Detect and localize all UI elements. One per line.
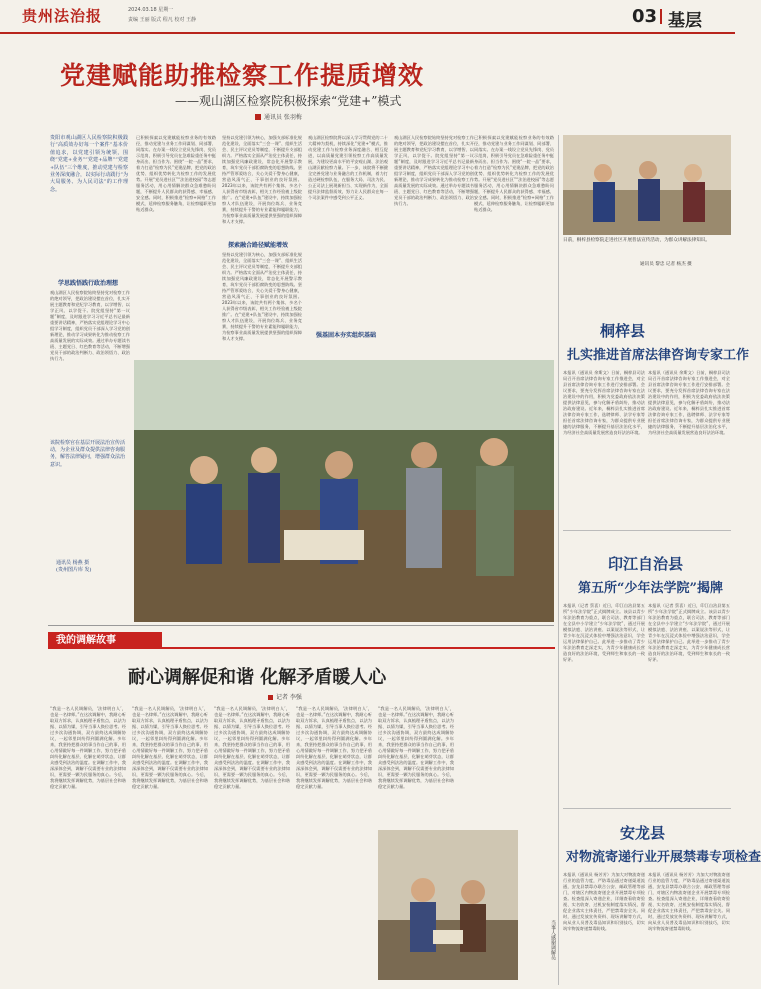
right-divider-1 (563, 530, 731, 531)
article-column-4: 观山湖区检察院将以深入学习贯彻党的二十大精神为契机，持续深化“党建+”模式，推动党建工作与检察业务深度融合、相互促进，以高质量党建引领检察工作高质量发展，为建设更高水平的平安观山湖、法治观山湖贡献检察力量。下一步，该院将不断健全完善党建与业务融合的工作机制，着力打造过硬检察队伍，在服务大局、司法为民、公正司法上展现新担当、实现新作为，全面提升法律监督质效，努力让人民群众在每一个司法案件中感受到公平正义。 (308, 135, 388, 200)
story-headline: 耐心调解促和谐 化解矛盾暖人心 (128, 667, 387, 688)
page-number: 03 (632, 6, 658, 27)
byline-marker-icon (255, 114, 261, 120)
story-byline-marker-icon (268, 695, 273, 700)
right-body-3b: 本报讯（通讯员 杨芳芳）为加大对物流寄递行业的监管力度，严防毒品通过寄递渠道流通，安龙县禁毒办联合公安、邮政管理等部门，对辖区内物流寄递企业开展禁毒专项检查。检查组深入寄递企业，详细查看收寄验视、实名收寄、过机安检制度落实情况，督促企业落实主体责任，严把禁毒安全关。同时，通过发放宣传资料、现场讲解等方式，向从业人员普及毒品知识和识别技巧，切实筑牢物流寄递禁毒防线。 (648, 872, 730, 931)
main-byline-text: 通讯员 张羽梅 (264, 114, 302, 121)
story-photo (378, 830, 518, 980)
story-section-tag: 我的调解故事 (48, 632, 162, 649)
article-column-3a: 坚持以党建引领为核心，加强支部标准化规范化建设，全面落实“三会一课”、组织生活会、民主评议党员等制度，不断提升支部组织力。严格落实全面从严治党主体责任，持续加强党风廉政建设，常态化开展警示教育，筑牢党员干部拒腐防变的思想防线。坚持严管厚爱结合，关心关爱干警身心健康，营造风清气正、干事创业的良好氛围。2023年以来，该院共有两个集体、多名个人获得省市级表彰，相关工作经验被上级院推广。在“党建+队伍”建设中，持续加强检察人才队伍建设，开展岗位练兵、业务竞赛，持续提升干警的专业素能和履职能力，为检察事业高质量发展提供坚强的组织保障和人才支撑。 (222, 135, 302, 224)
main-headline: 党建赋能助推检察工作提质增效 (60, 61, 425, 90)
photo-caption: 该院检察官在基层开展法治宣传活动，为企业及群众提供法律咨询服务，解答法律疑问，增强群众法治意识。 (50, 440, 126, 468)
page-separator (660, 9, 662, 24)
article-column-6: 已积极探索以党建赋能检察业务的有效路径，推动党建与业务工作同谋划、同部署、同落实。在办案一线设立党员先锋岗、党员示范岗，积极引导党员在急难险重任务中挺身而出、担当作为。围绕“一院一品”要求，着力打造“检察为民”党建品牌，把党的政治优势、组织优势转化为检察工作的发展优势。开展“党员进社区”“法治进校园”等志愿服务活动，用心用情解决群众急难愁盼问题，不断提升人民群众的获得感、幸福感、安全感。同时，积极推进“检察+网格”工作模式，延伸检察服务触角，让检察履职更加贴近群众。 (474, 135, 554, 212)
section-head-2: 探索融合路径赋能增效 (228, 242, 289, 249)
right-body-1b: 本报讯（通讯员 余斯文）日前，桐梓县司法局召开首席法律咨询专家工作推进会，对全县首席法律咨询专家工作进行安排部署。会议要求，要充分发挥首席法律咨询专家在法治建设中的作用，积极为党委政府依法决策提供法律意见，参与化解矛盾纠纷，推动法治政府建设。近年来，桐梓县扎实推进首席法律咨询专家工作，选聘律师、法学专家等担任首席法律咨询专家，为群众提供专业便捷的法律服务，不断提升基层法治化水平，为经济社会高质量发展营造良好法治环境。 (648, 370, 730, 435)
right-credit-1: 通讯员 黎忠 记者 杨杰 摄 (640, 262, 692, 267)
story-column-4: “我是一名人民调解员，‘法律明白人’，也是一名律师。”在这次调解中，我耐心听取双方诉求，认真梳理矛盾焦点，以法为据、以情为媒，引导当事人换位思考。经过多次沟通协调，双方最终达成调解协议，一起邻里纠纷得到圆满化解。多年来，我坚持把群众的事当作自己的事，用心用情做好每一件调解工作，努力把矛盾纠纷化解在基层、化解在萌芽状态，让群众感受到法治的温度。在调解工作中，我深深体会到，调解不仅需要专业的法律知识，更需要一颗为民服务的真心。今后，我将继续发挥调解优势，为基层社会和谐稳定贡献力量。 (296, 706, 372, 789)
story-byline (268, 692, 302, 701)
right-title-2a: 印江自治县 (608, 555, 684, 573)
right-body-2a: 本报讯（记者 蔡喜）近日，印江自治县第五所“少年法学院”正式揭牌成立。该县以青少年法治教育为重点，联合司法、教育等部门在全县中小学建立“少年法学院”，通过开展模拟法庭、法治讲座、以案说法等形式，让青少年在沉浸式体验中增强法治意识，学会运用法律保护自己。此举进一步推动了青少年法治教育走深走实，为青少年健康成长营造良好的法治环境，受到师生和家长的一致好评。 (563, 603, 645, 662)
story-column-3: “我是一名人民调解员，‘法律明白人’，也是一名律师。”在这次调解中，我耐心听取双方诉求，认真梳理矛盾焦点，以法为据、以情为媒，引导当事人换位思考。经过多次沟通协调，双方最终达成调解协议，一起邻里纠纷得到圆满化解。多年来，我坚持把群众的事当作自己的事，用心用情做好每一件调解工作，努力把矛盾纠纷化解在基层、化解在萌芽状态，让群众感受到法治的温度。在调解工作中，我深深体会到，调解不仅需要专业的法律知识，更需要一颗为民服务的真心。今后，我将继续发挥调解优势，为基层社会和谐稳定贡献力量。 (214, 706, 290, 789)
article-column-1: 观山湖区人民检察院始终坚持党对检察工作的绝对领导，把政治建设摆在首位，扎实开展主题教育和党纪学习教育，以学增智、以学正风、以学促干。院党组坚持“第一议题”制度，及时跟进学习习近平总书记最新重要讲话精神，严格落实党组理论学习中心组学习制度，组织党员干部深入学习党的创新理论，推动学习成果转化为推动检察工作高质量发展的实际成效。通过举办专题读书班、主题党日、红色教育等活动，不断增强党员干部的政治判断力、政治领悟力、政治执行力。 (50, 290, 130, 361)
article-column-3b: 坚持以党建引领为核心，加强支部标准化规范化建设，全面落实“三会一课”、组织生活会、民主评议党员等制度，不断提升支部组织力。严格落实全面从严治党主体责任，持续加强党风廉政建设，常态化开展警示教育，筑牢党员干部拒腐防变的思想防线。坚持严管厚爱结合，关心关爱干警身心健康，营造风清气正、干事创业的良好氛围。2023年以来，该院共有两个集体、多名个人获得省市级表彰，相关工作经验被上级院推广。在“党建+队伍”建设中，持续加强检察人才队伍建设，开展岗位练兵、业务竞赛，持续提升干警的专业素能和履职能力，为检察事业高质量发展提供坚强的组织保障和人才支撑。 (222, 252, 302, 341)
story-top-rule (48, 625, 554, 626)
article-column-2: 已积极探索以党建赋能检察业务的有效路径，推动党建与业务工作同谋划、同部署、同落实。在办案一线设立党员先锋岗、党员示范岗，积极引导党员在急难险重任务中挺身而出、担当作为。围绕“一院一品”要求，着力打造“检察为民”党建品牌，把党的政治优势、组织优势转化为检察工作的发展优势。开展“党员进社区”“法治进校园”等志愿服务活动，用心用情解决群众急难愁盼问题，不断提升人民群众的获得感、幸福感、安全感。同时，积极推进“检察+网格”工作模式，延伸检察服务触角，让检察履职更加贴近群众。 (136, 135, 216, 212)
story-column-1: “我是一名人民调解员，‘法律明白人’，也是一名律师。”在这次调解中，我耐心听取双方诉求，认真梳理矛盾焦点，以法为据、以情为媒，引导当事人换位思考。经过多次沟通协调，双方最终达成调解协议，一起邻里纠纷得到圆满化解。多年来，我坚持把群众的事当作自己的事，用心用情做好每一件调解工作，努力把矛盾纠纷化解在基层、化解在萌芽状态，让群众感受到法治的温度。在调解工作中，我深深体会到，调解不仅需要专业的法律知识，更需要一颗为民服务的真心。今后，我将继续发挥调解优势，为基层社会和谐稳定贡献力量。 (50, 706, 126, 789)
right-title-3a: 安龙县 (620, 824, 666, 842)
right-title-1b: 扎实推进首席法律咨询专家工作 (567, 348, 750, 363)
section-name: 基层 (668, 11, 702, 31)
intro-paragraph: 贵阳市观山湖区人民检察院积极践行“高质效办好每一个案件”基本价值追求，以党建引领为统领，围绕“党建+业务”“党建+品牌”“党建+队伍”三个维度，推动党建与检察业务深度融合，以实际行动践行“为大局服务、为人民司法”的工作理念。 (50, 135, 128, 193)
story-column-5: “我是一名人民调解员，‘法律明白人’，也是一名律师。”在这次调解中，我耐心听取双方诉求，认真梳理矛盾焦点，以法为据、以情为媒，引导当事人换位思考。经过多次沟通协调，双方最终达成调解协议，一起邻里纠纷得到圆满化解。多年来，我坚持把群众的事当作自己的事，用心用情做好每一件调解工作，努力把矛盾纠纷化解在基层、化解在萌芽状态，让群众感受到法治的温度。在调解工作中，我深深体会到，调解不仅需要专业的法律知识，更需要一颗为民服务的真心。今后，我将继续发挥调解优势，为基层社会和谐稳定贡献力量。 (378, 706, 454, 789)
newspaper-logo: 贵州法治报 (22, 7, 103, 25)
main-subheadline: ——观山湖区检察院积极探索“党建+”模式 (175, 94, 402, 108)
right-title-3b: 对物流寄递行业开展禁毒专项检查 (566, 850, 761, 865)
right-title-1a: 桐梓县 (600, 322, 646, 340)
right-title-2b: 第五所“少年法学院”揭牌 (578, 581, 723, 596)
photo-credit: 通讯员 杨燕 摄 (贵州图片库 发) (56, 560, 92, 574)
right-photo-1 (563, 135, 731, 235)
masthead (0, 0, 735, 34)
section-head-3: 强基固本夯实组织基础 (316, 332, 377, 339)
story-photo-credit: 当事人感谢调解员 (550, 920, 556, 960)
story-byline-text: 记者 李强 (276, 694, 302, 701)
main-byline (255, 112, 302, 121)
section-head-1: 学思践悟践行政治理想 (58, 280, 119, 287)
column-divider (558, 135, 559, 985)
story-column-2: “我是一名人民调解员，‘法律明白人’，也是一名律师。”在这次调解中，我耐心听取双方诉求，认真梳理矛盾焦点，以法为据、以情为媒，引导当事人换位思考。经过多次沟通协调，双方最终达成调解协议，一起邻里纠纷得到圆满化解。多年来，我坚持把群众的事当作自己的事，用心用情做好每一件调解工作，努力把矛盾纠纷化解在基层、化解在萌芽状态，让群众感受到法治的温度。在调解工作中，我深深体会到，调解不仅需要专业的法律知识，更需要一颗为民服务的真心。今后，我将继续发挥调解优势，为基层社会和谐稳定贡献力量。 (132, 706, 208, 789)
article-column-5: 观山湖区人民检察院始终坚持党对检察工作的绝对领导，把政治建设摆在首位，扎实开展主题教育和党纪学习教育，以学增智、以学正风、以学促干。院党组坚持“第一议题”制度，及时跟进学习习近平总书记最新重要讲话精神，严格落实党组理论学习中心组学习制度，组织党员干部深入学习党的创新理论，推动学习成果转化为推动检察工作高质量发展的实际成效。通过举办专题读书班、主题党日、红色教育等活动，不断增强党员干部的政治判断力、政治领悟力、政治执行力。 (394, 135, 474, 206)
main-photo (134, 360, 554, 622)
issue-date: 2024.03.18 星期一 (128, 7, 174, 13)
right-body-1a: 本报讯（通讯员 余斯文）日前，桐梓县司法局召开首席法律咨询专家工作推进会，对全县首席法律咨询专家工作进行安排部署。会议要求，要充分发挥首席法律咨询专家在法治建设中的作用，积极为党委政府依法决策提供法律意见，参与化解矛盾纠纷，推动法治政府建设。近年来，桐梓县扎实推进首席法律咨询专家工作，选聘律师、法学专家等担任首席法律咨询专家，为群众提供专业便捷的法律服务，不断提升基层法治化水平，为经济社会高质量发展营造良好法治环境。 (563, 370, 645, 435)
right-body-2b: 本报讯（记者 蔡喜）近日，印江自治县第五所“少年法学院”正式揭牌成立。该县以青少年法治教育为重点，联合司法、教育等部门在全县中小学建立“少年法学院”，通过开展模拟法庭、法治讲座、以案说法等形式，让青少年在沉浸式体验中增强法治意识，学会运用法律保护自己。此举进一步推动了青少年法治教育走深走实，为青少年健康成长营造良好的法治环境，受到师生和家长的一致好评。 (648, 603, 730, 662)
editor-line: 责编 王丽 版式 程凡 校对 王静 (128, 17, 196, 23)
right-body-3a: 本报讯（通讯员 杨芳芳）为加大对物流寄递行业的监管力度，严防毒品通过寄递渠道流通，安龙县禁毒办联合公安、邮政管理等部门，对辖区内物流寄递企业开展禁毒专项检查。检查组深入寄递企业，详细查看收寄验视、实名收寄、过机安检制度落实情况，督促企业落实主体责任，严把禁毒安全关。同时，通过发放宣传资料、现场讲解等方式，向从业人员普及毒品知识和识别技巧，切实筑牢物流寄递禁毒防线。 (563, 872, 645, 931)
story-tag-rule (162, 647, 555, 649)
right-divider-2 (563, 808, 731, 809)
right-caption-1: 日前，桐梓县检察院走进社区开展普法宣传活动，为群众讲解法律知识。 (563, 238, 711, 243)
